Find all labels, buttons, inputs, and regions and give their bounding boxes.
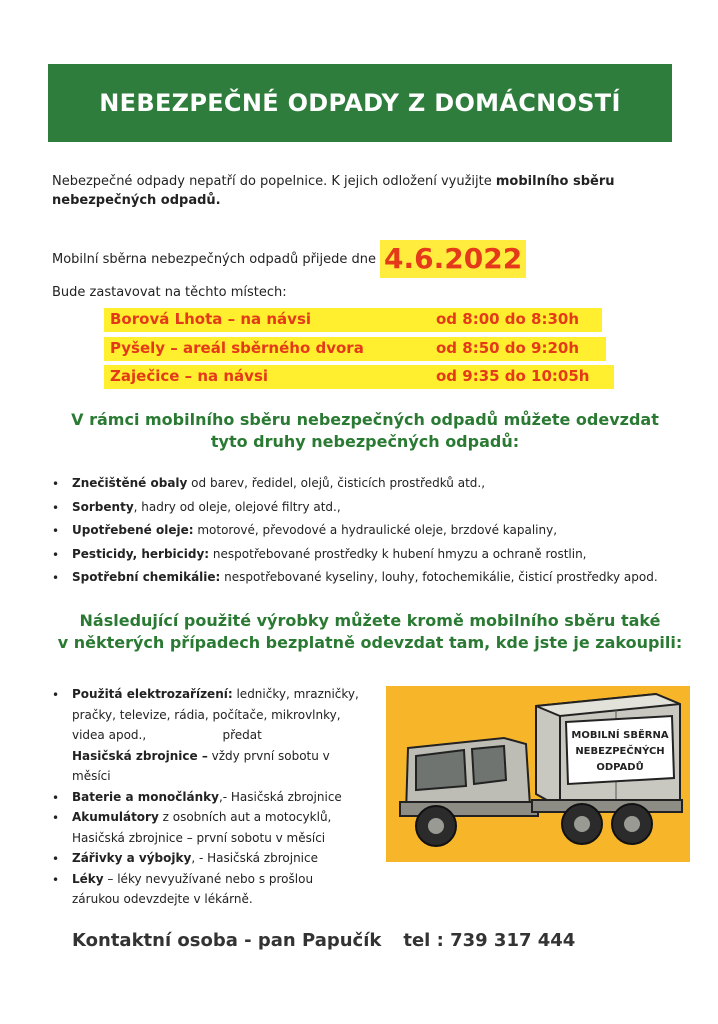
truck-illustration <box>386 686 690 862</box>
intro-text: Nebezpečné odpady nepatří do popelnice. K jejich odložení využijte <box>52 174 496 189</box>
item-bold: Upotřebené oleje: <box>72 523 194 537</box>
list-item <box>52 848 382 869</box>
stop-time: od 8:00 do 8:30h <box>436 310 580 328</box>
stop-time: od 8:50 do 9:20h <box>436 339 580 357</box>
item-text: vždy první sobotu v <box>207 748 330 763</box>
collection-date: 4.6.2022 <box>380 240 526 278</box>
item-text: zárukou odevzdejte v lékárně. <box>72 892 253 906</box>
bullet-icon: • <box>52 872 60 887</box>
stop-zajecice <box>104 365 614 389</box>
item-text: videa apod., předat <box>72 728 262 742</box>
item-text: , hadry od oleje, olejové filtry atd., <box>133 499 341 514</box>
list-item <box>52 523 692 547</box>
item-text: ledničky, mrazničky, <box>232 687 359 701</box>
item-bold: Baterie a monočlánky <box>72 789 219 804</box>
item-text: pračky, televize, rádia, počítače, mikrovlnky, <box>72 707 341 722</box>
section2-heading <box>30 610 710 654</box>
item-text: měsíci <box>72 769 111 783</box>
bullet-icon: • <box>52 477 60 491</box>
list-item <box>52 869 382 910</box>
arrival-line <box>52 240 672 278</box>
bullet-icon: • <box>52 790 60 805</box>
contact-person: Kontaktní osoba - pan Papučík <box>72 930 382 951</box>
item-text: z osobních aut a motocyklů, <box>158 810 332 824</box>
list-item <box>52 570 692 594</box>
contact-phone: tel : 739 317 444 <box>403 930 576 951</box>
list-item <box>52 807 382 848</box>
stop-borova-lhota <box>104 308 602 332</box>
waste-types-list <box>52 476 692 594</box>
item-text: , - Hasičská zbrojnice <box>191 851 318 865</box>
bullet-icon: • <box>52 524 60 538</box>
list-item <box>52 787 382 808</box>
item-text: – léky nevyužívané nebo s prošlou <box>103 871 314 886</box>
item-bold: Sorbenty <box>72 499 134 514</box>
stop-place: Borová Lhota – na návsi <box>110 310 312 328</box>
truck-sign-line3: ODPADŮ <box>596 762 644 773</box>
item-bold: Použitá elektrozařízení: <box>72 687 233 701</box>
bullet-icon: • <box>52 688 60 702</box>
section1-heading-line2: tyto druhy nebezpečných odpadů: <box>210 432 520 451</box>
item-bold: Pesticidy, herbicidy: <box>72 546 210 561</box>
list-item <box>52 547 692 571</box>
bullet-icon: • <box>52 571 60 585</box>
bullet-icon: • <box>52 500 60 515</box>
item-text: ,- Hasičská zbrojnice <box>218 789 342 804</box>
list-item <box>52 476 692 500</box>
page-title: NEBEZPEČNÉ ODPADY Z DOMÁCNOSTÍ <box>99 89 621 117</box>
stops-intro: Bude zastavovat na těchto místech: <box>52 285 287 300</box>
bullet-icon: • <box>52 852 60 866</box>
arrival-text: Mobilní sběrna nebezpečných odpadů přijede dne <box>52 251 377 267</box>
stop-place: Pyšely – areál sběrného dvora <box>110 339 364 357</box>
section1-heading-line1: V rámci mobilního sběru nebezpečných odpadů můžete odevzdat <box>71 410 659 429</box>
stop-place: Zaječice – na návsi <box>110 367 269 385</box>
section2-heading-line2: v některých případech bezplatně odevzdat tam, kde jste je zakoupili: <box>57 633 683 652</box>
stop-pysely <box>104 337 606 361</box>
item-bold: Léky <box>72 871 104 886</box>
contact-line <box>72 930 672 951</box>
item-bold: Zářivky a výbojky <box>72 851 192 865</box>
intro-paragraph <box>52 172 672 210</box>
item-text: od barev, ředidel, olejů, čisticích prostředků atd., <box>187 476 486 490</box>
intro-bold: mobilního sběru nebezpečných odpadů. <box>52 174 615 208</box>
item-text: nespotřebované kyseliny, louhy, fotochemikálie, čisticí prostředky apod. <box>220 570 658 584</box>
bullet-icon: • <box>52 811 60 825</box>
truck-sign-line2: NEBEZPEČNÝCH <box>575 746 665 757</box>
list-item <box>52 500 692 524</box>
truck-sign-line1: MOBILNÍ SBĚRNA <box>571 730 669 741</box>
section2-heading-line1: Následující použité výrobky můžete kromě mobilního sběru také <box>79 611 661 630</box>
bullet-icon: • <box>52 547 60 562</box>
stop-time: od 9:35 do 10:05h <box>436 367 590 385</box>
item-text: motorové, převodové a hydraulické oleje, brzdové kapaliny, <box>193 523 558 537</box>
item-text: nespotřebované prostředky k hubení hmyzu a ochraně rostlin, <box>209 546 587 561</box>
return-items-list <box>52 684 382 910</box>
item-bold: Hasičská zbrojnice – <box>72 748 208 763</box>
item-bold: Znečištěné obaly <box>72 476 188 490</box>
item-bold: Akumulátory <box>72 810 159 824</box>
title-banner <box>48 64 672 142</box>
section1-heading <box>40 409 690 453</box>
truck-icon <box>386 686 690 862</box>
item-bold: Spotřební chemikálie: <box>72 570 221 584</box>
item-text: Hasičská zbrojnice – první sobotu v měsíci <box>72 830 326 845</box>
list-item <box>52 684 382 787</box>
